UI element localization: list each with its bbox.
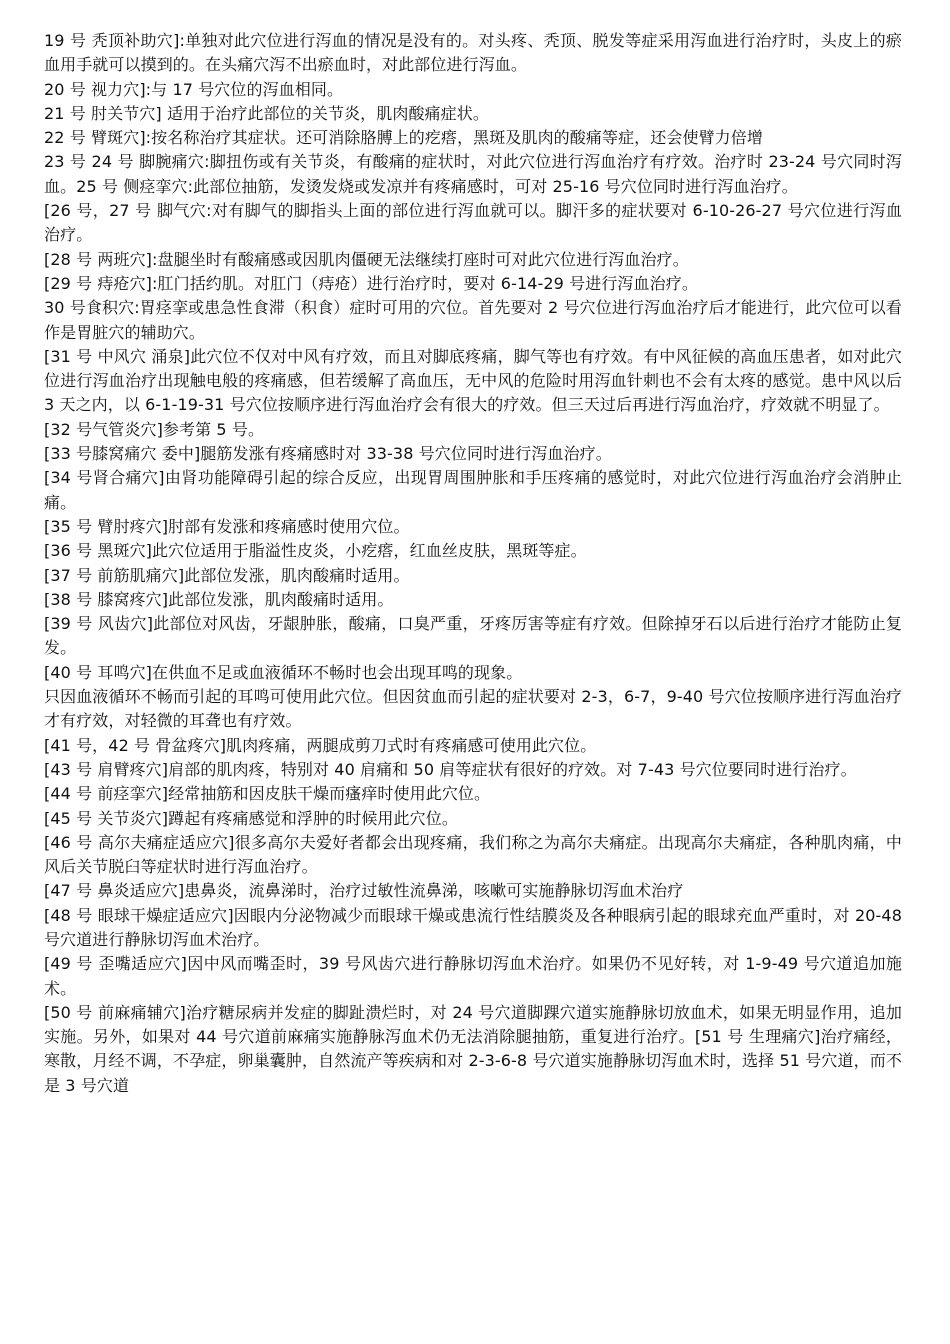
paragraph-44: [44 号 前痉挛穴]经常抽筋和因皮肤干燥而瘙痒时使用此穴位。 (44, 784, 491, 804)
paragraph-47: [47 号 鼻炎适应穴]患鼻炎，流鼻涕时，治疗过敏性流鼻涕，咳嗽可实施静脉切泻血术治疗 (44, 881, 684, 901)
paragraph-28: [28 号 两班穴]:盘腿坐时有酸痛感或因肌肉僵硬无法继续打座时可对此穴位进行泻血治疗。 (44, 249, 689, 269)
paragraph-33: [33 号膝窝痛穴 委中]腿筋发涨有疼痛感时对 33-38 号穴位同时进行泻血治疗。 (44, 444, 612, 464)
paragraph-50-51: [50 号 前麻痛辅穴]治疗糖尿病并发症的脚趾溃烂时，对 24 号穴道脚踝穴道实施静脉切放血术，如果无明显作用，追加实施。另外，如果对 44 号穴道前麻痛实施静脉泻血术仍无法消除腿抽筋，重复进行治疗。[51 号 生理痛穴]治疗痛经，寒散，月经不调，不孕症，卵巢囊肿，自然流产等疾病和对 2-3-6-8 号穴道实施静脉切泻血术时，选择 51 号穴道，而不是 3 号穴道 (44, 1002, 902, 1095)
paragraph-40-cont: 只因血液循环不畅而引起的耳鸣可使用此穴位。但因贫血而引起的症状要对 2-3，6-7，9-40 号穴位按顺序进行泻血治疗才有疗效，对轻微的耳聋也有疗效。 (44, 687, 902, 731)
paragraph-30: 30 号食积穴:胃痉挛或患急性食滞（积食）症时可用的穴位。首先要对 2 号穴位进行泻血治疗后才能进行，此穴位可以看作是胃脏穴的辅助穴。 (44, 298, 902, 342)
paragraph-38: [38 号 膝窝疼穴]此部位发涨，肌肉酸痛时适用。 (44, 589, 394, 609)
paragraph-21: 21 号 肘关节穴] 适用于治疗此部位的关节炎，肌肉酸痛症状。 (44, 103, 489, 123)
paragraph-36: [36 号 黑斑穴]此穴位适用于脂溢性皮炎，小疙瘩，红血丝皮肤，黑斑等症。 (44, 541, 587, 561)
paragraph-26-27: [26 号，27 号 脚气穴:对有脚气的脚指头上面的部位进行泻血就可以。脚汗多的症状要对 6-10-26-27 号穴位进行泻血治疗。 (44, 201, 902, 245)
paragraph-32: [32 号气管炎穴]参考第 5 号。 (44, 419, 265, 439)
paragraph-41-42: [41 号，42 号 骨盆疼穴]肌肉疼痛，两腿成剪刀式时有疼痛感可使用此穴位。 (44, 735, 597, 755)
paragraph-49: [49 号 歪嘴适应穴]因中风而嘴歪时，39 号风齿穴进行静脉切泻血术治疗。如果仍不见好转，对 1-9-49 号穴道追加施术。 (44, 954, 902, 998)
paragraph-39: [39 号 风齿穴]此部位对风齿，牙龈肿胀，酸痛，口臭严重，牙疼厉害等症有疗效。但除掉牙石以后进行治疗才能防止复发。 (44, 614, 902, 658)
paragraph-29: [29 号 痔疮穴]:肛门括约肌。对肛门（痔疮）进行治疗时，要对 6-14-29 号进行泻血治疗。 (44, 273, 698, 293)
paragraph-40: [40 号 耳鸣穴]在供血不足或血液循环不畅时也会出现耳鸣的现象。 (44, 662, 523, 682)
paragraph-43: [43 号 肩臂疼穴]肩部的肌肉疼，特别对 40 肩痛和 50 肩等症状有很好的疗效。对 7-43 号穴位要同时进行治疗。 (44, 759, 857, 779)
paragraph-19: 19 号 秃顶补助穴]:单独对此穴位进行泻血的情况是没有的。对头疼、秃顶、脱发等症采用泻血进行治疗时，头皮上的瘀血用手就可以摸到的。在头痛穴泻不出瘀血时，对此部位进行泻血。 (44, 31, 902, 75)
paragraph-34: [34 号肾合痛穴]由肾功能障碍引起的综合反应，出现胃周围肿胀和手压疼痛的感觉时，对此穴位进行泻血治疗会消肿止痛。 (44, 468, 902, 512)
paragraph-37: [37 号 前筋肌痛穴]此部位发涨，肌肉酸痛时适用。 (44, 565, 410, 585)
paragraph-45: [45 号 关节炎穴]蹲起有疼痛感觉和浮肿的时候用此穴位。 (44, 808, 458, 828)
paragraph-35: [35 号 臂肘疼穴]肘部有发涨和疼痛感时使用穴位。 (44, 516, 410, 536)
paragraph-22: 22 号 臂斑穴]:按名称治疗其症状。还可消除胳膊上的疙瘩，黑斑及肌肉的酸痛等症，还会使臂力倍增 (44, 128, 763, 148)
paragraph-48: [48 号 眼球干燥症适应穴]因眼内分泌物减少而眼球干燥或患流行性结膜炎及各种眼病引起的眼球充血严重时，对 20-48 号穴道进行静脉切泻血术治疗。 (44, 905, 902, 949)
paragraph-46: [46 号 高尔夫痛症适应穴]很多高尔夫爱好者都会出现疼痛，我们称之为高尔夫痛症。出现高尔夫痛症，各种肌肉痛，中风后关节脱臼等症状时进行泻血治疗。 (44, 832, 902, 877)
paragraph-31: [31 号 中风穴 涌泉]此穴位不仅对中风有疗效，而且对脚底疼痛，脚气等也有疗效。有中风征候的高血压患者，如对此穴位进行泻血治疗出现触电般的疼痛感，但若缓解了高血压，无中风的危险时用泻血针刺也不会有太疼的感觉。患中风以后 3 天之内，以 6-1-19-31 号穴位按顺序进行泻血治疗会有很大的疗效。但三天过后再进行泻血治疗，疗效就不明显了。 (44, 346, 902, 415)
paragraph-20: 20 号 视力穴]:与 17 号穴位的泻血相同。 (44, 79, 344, 99)
paragraph-23-25: 23 号 24 号 脚腕痛穴:脚扭伤或有关节炎，有酸痛的症状时，对此穴位进行泻血治疗有疗效。治疗时 23-24 号穴同时泻血。25 号 侧痉挛穴:此部位抽筋，发烫发烧或发凉并有疼痛感时，可对 25-16 号穴位同时进行泻血治疗。 (44, 152, 902, 196)
document-body (44, 29, 902, 1098)
